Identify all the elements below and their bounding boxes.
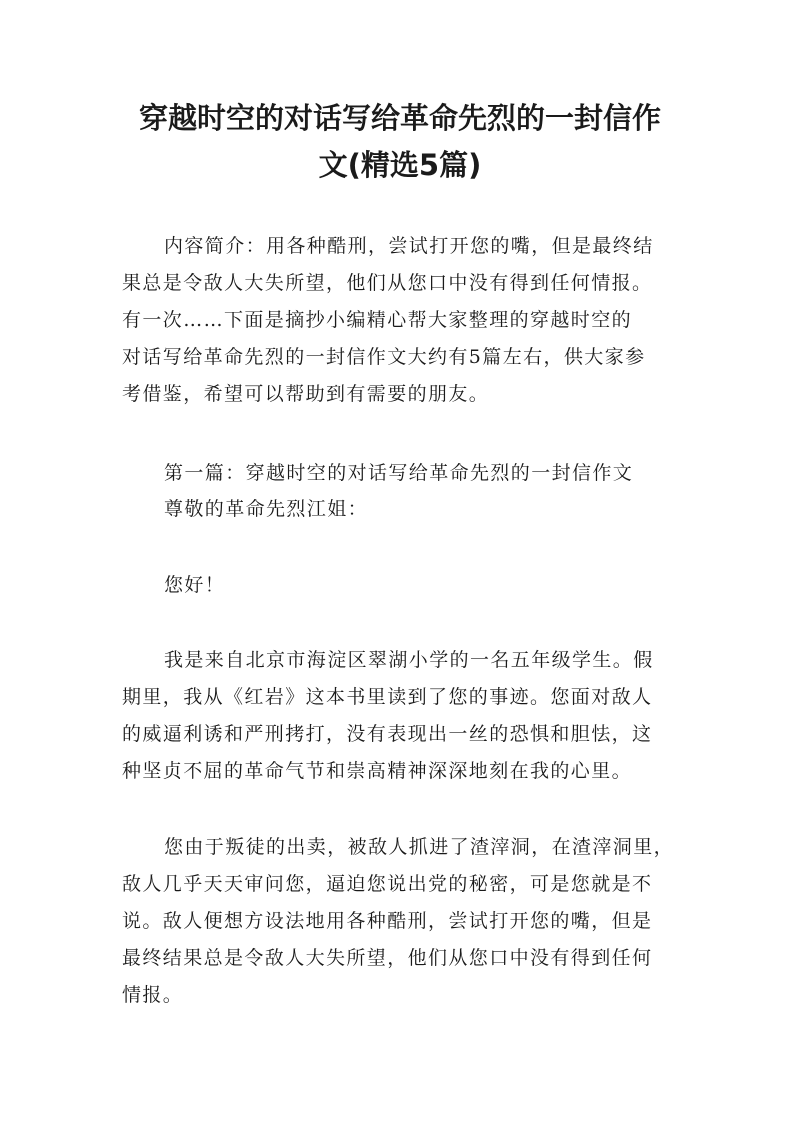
chapter-heading: 第一篇：穿越时空的对话写给革命先烈的一封信作文: [164, 462, 634, 484]
paragraph-line: 考借鉴，希望可以帮助到有需要的朋友。: [122, 383, 490, 405]
paragraph-line: 敌人几乎天天审问您，逼迫您说出党的秘密，可是您就是不: [122, 873, 653, 895]
paragraph-line: 对话写给革命先烈的一封信作文大约有5篇左右，供大家参: [122, 346, 646, 368]
document-title-line-2: 文(精选5篇): [318, 148, 482, 182]
paragraph-line: 说。敌人便想方设法地用各种酷刑，尝试打开您的嘴，但是: [122, 910, 653, 932]
document-title-line-1: 穿越时空的对话写给革命先烈的一封信作: [138, 101, 661, 135]
paragraph-line: 有一次……下面是摘抄小编精心帮大家整理的穿越时空的: [122, 309, 633, 331]
paragraph-line: 您由于叛徒的出卖，被敌人抓进了渣滓洞，在渣滓洞里，: [164, 836, 675, 858]
paragraph-line: 果总是令敌人大失所望，他们从您口中没有得到任何情报。: [122, 272, 653, 294]
paragraph-line: 内容简介：用各种酷刑，尝试打开您的嘴，但是最终结: [164, 235, 654, 257]
paragraph-line: 情报。: [122, 984, 184, 1006]
paragraph-line: 最终结果总是令敌人大失所望，他们从您口中没有得到任何: [122, 947, 653, 969]
greeting: 您好！: [164, 574, 226, 596]
paragraph-line: 期里，我从《红岩》这本书里读到了您的事迹。您面对敌人: [122, 686, 653, 708]
paragraph-line: 我是来自北京市海淀区翠湖小学的一名五年级学生。假: [164, 649, 654, 671]
paragraph-line: 的威逼利诱和严刑拷打，没有表现出一丝的恐惧和胆怯，这: [122, 723, 653, 745]
salutation: 尊敬的革命先烈江姐：: [164, 498, 369, 520]
paragraph-line: 种坚贞不屈的革命气节和崇高精神深深地刻在我的心里。: [122, 760, 633, 782]
